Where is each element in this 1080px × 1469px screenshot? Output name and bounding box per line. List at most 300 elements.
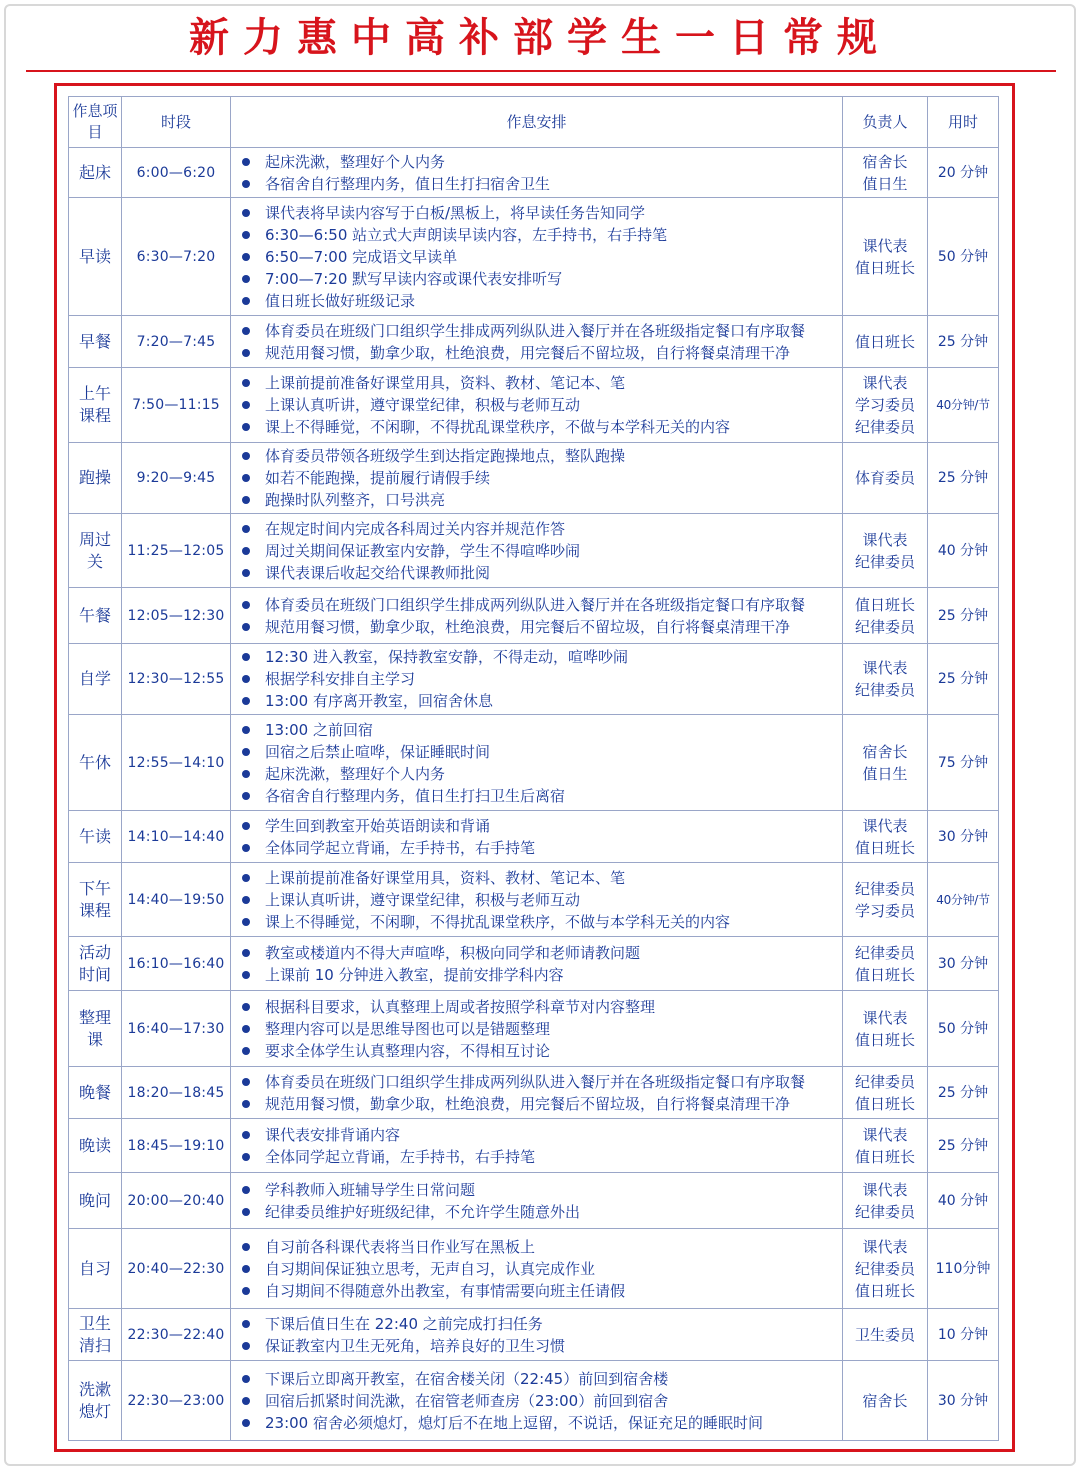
row-owner xyxy=(843,148,928,198)
plan-list xyxy=(239,372,840,438)
plan-list-item xyxy=(239,741,840,763)
owner-name: 纪律委员 xyxy=(854,418,915,436)
table-row xyxy=(69,443,999,514)
row-duration: 40分钟/节 xyxy=(928,863,999,937)
row-time-range: 20:40—22:30 xyxy=(122,1229,231,1309)
plan-text: 回宿后抓紧时间洗漱，在宿管老师查房（23:00）前回到宿舍 xyxy=(265,1391,669,1410)
row-duration: 25 分钟 xyxy=(928,443,999,514)
bullet-icon xyxy=(242,1186,250,1194)
plan-text: 自习前各科课代表将当日作业写在黑板上 xyxy=(265,1237,536,1256)
bullet-icon xyxy=(242,675,250,683)
bullet-icon xyxy=(242,1265,250,1273)
plan-text: 根据学科安排自主学习 xyxy=(265,670,416,688)
plan-list-item xyxy=(239,372,840,394)
plan-text: 自习期间不得随意外出教室，有事情需要向班主任请假 xyxy=(265,1281,626,1300)
bullet-icon xyxy=(242,1243,250,1251)
row-item-name: 上午课程 xyxy=(69,368,122,443)
bullet-icon xyxy=(242,496,250,504)
row-plan xyxy=(231,316,843,368)
plan-list-item xyxy=(239,719,840,741)
plan-text: 各宿舍自行整理内务，值日生打扫卫生后离宿 xyxy=(265,786,566,805)
bullet-icon xyxy=(242,697,250,705)
bullet-icon xyxy=(242,401,250,409)
row-item-name: 午休 xyxy=(69,715,122,811)
owner-name: 课代表 xyxy=(862,1180,908,1199)
bullet-icon xyxy=(242,423,250,431)
row-item-name: 洗漱熄灯 xyxy=(69,1361,122,1441)
owner-name: 纪律委员 xyxy=(854,1072,915,1091)
bullet-icon xyxy=(242,874,250,882)
table-row xyxy=(69,588,999,644)
row-owner xyxy=(843,715,928,811)
plan-list xyxy=(239,445,840,511)
owner-name: 课代表 xyxy=(862,816,908,835)
plan-text: 上课前提前准备好课堂用具，资料、教材、笔记本、笔 xyxy=(265,868,626,887)
plan-list-item xyxy=(239,911,840,933)
row-duration: 50 分钟 xyxy=(928,198,999,316)
row-owner xyxy=(843,316,928,368)
bullet-icon xyxy=(242,1131,250,1139)
row-owner xyxy=(843,443,928,514)
plan-list-item xyxy=(239,942,840,964)
page-title: 新力惠中高补部学生一日常规 xyxy=(189,15,891,61)
row-duration: 20 分钟 xyxy=(928,148,999,198)
owner-name: 值日班长 xyxy=(854,838,915,857)
owner-name: 宿舍长 xyxy=(862,742,908,761)
plan-list xyxy=(239,1313,840,1357)
bullet-icon xyxy=(242,1153,250,1161)
row-owner xyxy=(843,368,928,443)
row-duration: 30 分钟 xyxy=(928,937,999,991)
plan-text: 7:00—7:20 默写早读内容或课代表安排听写 xyxy=(265,269,563,288)
row-time-range: 18:20—18:45 xyxy=(122,1067,231,1119)
plan-text: 规范用餐习惯，勤拿少取，杜绝浪费，用完餐后不留垃圾，自行将餐桌清理干净 xyxy=(265,617,791,636)
plan-list xyxy=(239,646,840,712)
row-time-range: 9:20—9:45 xyxy=(122,443,231,514)
plan-list-item xyxy=(239,394,840,416)
row-plan xyxy=(231,937,843,991)
row-time-range: 14:10—14:40 xyxy=(122,811,231,863)
plan-text: 值日班长做好班级记录 xyxy=(265,291,416,310)
owner-name: 课代表 xyxy=(862,236,908,255)
plan-list xyxy=(239,1124,840,1168)
plan-list-item xyxy=(239,445,840,467)
row-duration: 40 分钟 xyxy=(928,514,999,588)
bullet-icon xyxy=(242,349,250,357)
owner-name: 值日生 xyxy=(862,174,908,193)
row-duration: 25 分钟 xyxy=(928,1119,999,1173)
plan-text: 课代表将早读内容写于白板/黑板上，将早读任务告知同学 xyxy=(265,203,646,222)
row-time-range: 22:30—22:40 xyxy=(122,1309,231,1361)
owner-name: 值日班长 xyxy=(854,1030,915,1049)
row-plan xyxy=(231,1361,843,1441)
bullet-icon xyxy=(242,1025,250,1033)
plan-text: 规范用餐习惯，勤拿少取，杜绝浪费，用完餐后不留垃圾，自行将餐桌清理干净 xyxy=(265,343,791,362)
owner-name: 宿舍长 xyxy=(862,1391,908,1410)
schedule-table xyxy=(68,96,999,1441)
plan-list-item xyxy=(239,290,840,312)
plan-list-item xyxy=(239,594,840,616)
row-owner xyxy=(843,644,928,715)
plan-list-item xyxy=(239,342,840,364)
row-item-name: 晚问 xyxy=(69,1173,122,1229)
row-duration: 10 分钟 xyxy=(928,1309,999,1361)
plan-text: 学科教师入班辅导学生日常问题 xyxy=(265,1180,476,1199)
row-item-name: 活动时间 xyxy=(69,937,122,991)
table-row xyxy=(69,514,999,588)
bullet-icon xyxy=(242,1375,250,1383)
owner-name: 值日班长 xyxy=(854,965,915,984)
plan-list-item xyxy=(239,489,840,511)
row-item-name: 自习 xyxy=(69,1229,122,1309)
plan-list-item xyxy=(239,1093,840,1115)
bullet-icon xyxy=(242,1208,250,1216)
owner-name: 体育委员 xyxy=(854,469,915,487)
bullet-icon xyxy=(242,1320,250,1328)
row-owner xyxy=(843,1229,928,1309)
plan-list xyxy=(239,202,840,312)
row-item-name: 早读 xyxy=(69,198,122,316)
plan-text: 起床洗漱，整理好个人内务 xyxy=(265,152,446,171)
owner-name: 纪律委员 xyxy=(854,1202,915,1221)
row-time-range: 22:30—23:00 xyxy=(122,1361,231,1441)
row-duration: 40 分钟 xyxy=(928,1173,999,1229)
table-row xyxy=(69,863,999,937)
bullet-icon xyxy=(242,547,250,555)
plan-text: 下课后立即离开教室，在宿舍楼关闭（22:45）前回到宿舍楼 xyxy=(265,1369,669,1388)
bullet-icon xyxy=(242,918,250,926)
row-plan xyxy=(231,148,843,198)
plan-list xyxy=(239,719,840,807)
bullet-icon xyxy=(242,601,250,609)
row-time-range: 18:45—19:10 xyxy=(122,1119,231,1173)
plan-list-item xyxy=(239,1201,840,1223)
row-duration: 25 分钟 xyxy=(928,316,999,368)
plan-text: 要求全体学生认真整理内容，不得相互讨论 xyxy=(265,1041,551,1060)
bullet-icon xyxy=(242,623,250,631)
owner-name: 纪律委员 xyxy=(854,943,915,962)
owner-name: 值日生 xyxy=(862,764,908,783)
plan-text: 课上不得睡觉，不闲聊，不得扰乱课堂秩序，不做与本学科无关的内容 xyxy=(265,912,731,931)
table-row xyxy=(69,1229,999,1309)
row-owner xyxy=(843,811,928,863)
bullet-icon xyxy=(242,327,250,335)
plan-list xyxy=(239,518,840,584)
owner-name: 课代表 xyxy=(862,374,908,392)
table-row xyxy=(69,1119,999,1173)
plan-list-item xyxy=(239,1179,840,1201)
bullet-icon xyxy=(242,275,250,283)
row-plan xyxy=(231,198,843,316)
plan-text: 根据科目要求，认真整理上周或者按照学科章节对内容整理 xyxy=(265,997,656,1016)
plan-list-item xyxy=(239,646,840,668)
row-owner xyxy=(843,1309,928,1361)
plan-list-item xyxy=(239,1071,840,1093)
plan-list xyxy=(239,996,840,1062)
plan-text: 12:30 进入教室，保持教室安静，不得走动，喧哗吵闹 xyxy=(265,648,628,666)
plan-text: 下课后值日生在 22:40 之前完成打扫任务 xyxy=(265,1314,543,1333)
plan-list-item xyxy=(239,1124,840,1146)
plan-list xyxy=(239,867,840,933)
row-owner xyxy=(843,1173,928,1229)
bullet-icon xyxy=(242,158,250,166)
plan-list-item xyxy=(239,690,840,712)
bullet-icon xyxy=(242,253,250,261)
table-row xyxy=(69,148,999,198)
plan-list-item xyxy=(239,268,840,290)
row-plan xyxy=(231,1119,843,1173)
plan-text: 回宿之后禁止喧哗，保证睡眠时间 xyxy=(265,742,491,761)
plan-list xyxy=(239,942,840,986)
owner-name: 值日班长 xyxy=(854,1147,915,1166)
plan-text: 跑操时队列整齐，口号洪亮 xyxy=(265,491,446,509)
plan-text: 周过关期间保证教室内安静，学生不得喧哗吵闹 xyxy=(265,541,581,560)
plan-list-item xyxy=(239,562,840,584)
owner-name: 学习委员 xyxy=(854,901,915,920)
row-plan xyxy=(231,991,843,1067)
plan-text: 上课认真听讲，遵守课堂纪律，积极与老师互动 xyxy=(265,890,581,909)
plan-text: 全体同学起立背诵，左手持书，右手持笔 xyxy=(265,838,536,857)
row-time-range: 12:55—14:10 xyxy=(122,715,231,811)
row-item-name: 周过关 xyxy=(69,514,122,588)
plan-list-item xyxy=(239,1018,840,1040)
plan-text: 6:30—6:50 站立式大声朗读早读内容，左手持书，右手持笔 xyxy=(265,225,668,244)
plan-list-item xyxy=(239,1412,840,1434)
row-duration: 25 分钟 xyxy=(928,644,999,715)
row-time-range: 16:10—16:40 xyxy=(122,937,231,991)
bullet-icon xyxy=(242,180,250,188)
row-owner xyxy=(843,991,928,1067)
plan-text: 自习期间保证独立思考，无声自习，认真完成作业 xyxy=(265,1259,596,1278)
plan-text: 6:50—7:00 完成语文早读单 xyxy=(265,247,458,266)
plan-list-item xyxy=(239,763,840,785)
plan-text: 如若不能跑操，提前履行请假手续 xyxy=(265,469,491,487)
plan-list-item xyxy=(239,964,840,986)
table-row xyxy=(69,316,999,368)
plan-text: 各宿舍自行整理内务，值日生打扫宿舍卫生 xyxy=(265,174,551,193)
table-row xyxy=(69,715,999,811)
bullet-icon xyxy=(242,1397,250,1405)
plan-text: 上课前提前准备好课堂用具，资料、教材、笔记本、笔 xyxy=(265,374,626,392)
plan-list-item xyxy=(239,202,840,224)
bullet-icon xyxy=(242,822,250,830)
schedule-body xyxy=(69,148,999,1441)
plan-list-item xyxy=(239,1040,840,1062)
owner-name: 卫生委员 xyxy=(854,1325,915,1344)
owner-name: 课代表 xyxy=(862,1237,908,1256)
plan-list xyxy=(239,1236,840,1302)
row-duration: 110分钟 xyxy=(928,1229,999,1309)
plan-list-item xyxy=(239,837,840,859)
row-plan xyxy=(231,715,843,811)
plan-text: 纪律委员维护好班级纪律，不允许学生随意外出 xyxy=(265,1202,581,1221)
plan-list-item xyxy=(239,173,840,195)
row-plan xyxy=(231,644,843,715)
row-item-name: 晚读 xyxy=(69,1119,122,1173)
row-plan xyxy=(231,1309,843,1361)
row-time-range: 12:30—12:55 xyxy=(122,644,231,715)
row-time-range: 12:05—12:30 xyxy=(122,588,231,644)
plan-list-item xyxy=(239,1146,840,1168)
plan-list-item xyxy=(239,785,840,807)
bullet-icon xyxy=(242,1078,250,1086)
row-plan xyxy=(231,368,843,443)
owner-name: 值日班长 xyxy=(854,258,915,277)
row-plan xyxy=(231,1067,843,1119)
owner-name: 纪律委员 xyxy=(854,681,915,699)
plan-list-item xyxy=(239,1258,840,1280)
owner-name: 纪律委员 xyxy=(854,1259,915,1278)
row-duration: 30 分钟 xyxy=(928,1361,999,1441)
bullet-icon xyxy=(242,452,250,460)
plan-text: 教室或楼道内不得大声喧哗，积极向同学和老师请教问题 xyxy=(265,943,641,962)
row-owner xyxy=(843,937,928,991)
plan-text: 体育委员带领各班级学生到达指定跑操地点，整队跑操 xyxy=(265,447,626,465)
plan-text: 23:00 宿舍必须熄灯，熄灯后不在地上逗留，不说话，保证充足的睡眠时间 xyxy=(265,1413,763,1432)
owner-name: 课代表 xyxy=(862,530,908,549)
plan-text: 课上不得睡觉，不闲聊，不得扰乱课堂秩序，不做与本学科无关的内容 xyxy=(265,418,731,436)
plan-text: 上课前 10 分钟进入教室，提前安排学科内容 xyxy=(265,965,564,984)
row-owner xyxy=(843,588,928,644)
row-item-name: 起床 xyxy=(69,148,122,198)
plan-text: 课代表安排背诵内容 xyxy=(265,1125,401,1144)
plan-list-item xyxy=(239,1390,840,1412)
bullet-icon xyxy=(242,844,250,852)
row-plan xyxy=(231,863,843,937)
bullet-icon xyxy=(242,1342,250,1350)
table-row xyxy=(69,1309,999,1361)
plan-list-item xyxy=(239,224,840,246)
bullet-icon xyxy=(242,231,250,239)
row-owner xyxy=(843,514,928,588)
row-plan xyxy=(231,588,843,644)
row-time-range: 7:50—11:15 xyxy=(122,368,231,443)
title-divider xyxy=(26,70,1056,72)
plan-text: 体育委员在班级门口组织学生排成两列纵队进入餐厅并在各班级指定餐口有序取餐 xyxy=(265,1072,806,1091)
table-row xyxy=(69,644,999,715)
owner-name: 纪律委员 xyxy=(854,552,915,571)
owner-name: 纪律委员 xyxy=(854,879,915,898)
header-plan: 作息安排 xyxy=(231,97,843,148)
plan-list-item xyxy=(239,1313,840,1335)
row-duration: 25 分钟 xyxy=(928,588,999,644)
table-row xyxy=(69,198,999,316)
owner-name: 宿舍长 xyxy=(862,152,908,171)
owner-name: 值日班长 xyxy=(854,1281,915,1300)
row-duration: 75 分钟 xyxy=(928,715,999,811)
row-duration: 30 分钟 xyxy=(928,811,999,863)
plan-text: 起床洗漱，整理好个人内务 xyxy=(265,764,446,783)
plan-text: 在规定时间内完成各科周过关内容并规范作答 xyxy=(265,519,566,538)
owner-name: 课代表 xyxy=(862,659,908,677)
owner-name: 值日班长 xyxy=(854,595,915,614)
row-time-range: 14:40—19:50 xyxy=(122,863,231,937)
plan-list-item xyxy=(239,996,840,1018)
plan-list xyxy=(239,320,840,364)
row-time-range: 16:40—17:30 xyxy=(122,991,231,1067)
bullet-icon xyxy=(242,949,250,957)
row-duration: 25 分钟 xyxy=(928,1067,999,1119)
plan-list-item xyxy=(239,1280,840,1302)
header-duration: 用时 xyxy=(928,97,999,148)
plan-list-item xyxy=(239,1368,840,1390)
table-row xyxy=(69,1067,999,1119)
row-item-name: 早餐 xyxy=(69,316,122,368)
plan-list-item xyxy=(239,151,840,173)
bullet-icon xyxy=(242,474,250,482)
bullet-icon xyxy=(242,569,250,577)
plan-text: 规范用餐习惯，勤拿少取，杜绝浪费，用完餐后不留垃圾，自行将餐桌清理干净 xyxy=(265,1094,791,1113)
row-time-range: 6:30—7:20 xyxy=(122,198,231,316)
plan-list-item xyxy=(239,518,840,540)
plan-list-item xyxy=(239,815,840,837)
table-row xyxy=(69,1361,999,1441)
row-item-name: 午读 xyxy=(69,811,122,863)
plan-text: 13:00 之前回宿 xyxy=(265,720,373,739)
row-item-name: 卫生清扫 xyxy=(69,1309,122,1361)
row-time-range: 7:20—7:45 xyxy=(122,316,231,368)
bullet-icon xyxy=(242,748,250,756)
plan-list-item xyxy=(239,1335,840,1357)
row-item-name: 自学 xyxy=(69,644,122,715)
row-item-name: 晚餐 xyxy=(69,1067,122,1119)
table-row xyxy=(69,811,999,863)
plan-list xyxy=(239,1071,840,1115)
row-plan xyxy=(231,443,843,514)
table-row xyxy=(69,937,999,991)
plan-text: 13:00 有序离开教室，回宿舍休息 xyxy=(265,692,493,710)
bullet-icon xyxy=(242,726,250,734)
row-plan xyxy=(231,1173,843,1229)
bullet-icon xyxy=(242,379,250,387)
plan-list-item xyxy=(239,246,840,268)
bullet-icon xyxy=(242,1419,250,1427)
plan-list-item xyxy=(239,416,840,438)
table-row xyxy=(69,1173,999,1229)
bullet-icon xyxy=(242,297,250,305)
owner-name: 纪律委员 xyxy=(854,617,915,636)
row-duration: 50 分钟 xyxy=(928,991,999,1067)
table-row xyxy=(69,991,999,1067)
row-plan xyxy=(231,514,843,588)
plan-list xyxy=(239,151,840,195)
plan-text: 体育委员在班级门口组织学生排成两列纵队进入餐厅并在各班级指定餐口有序取餐 xyxy=(265,321,806,340)
row-owner xyxy=(843,1067,928,1119)
bullet-icon xyxy=(242,770,250,778)
table-row xyxy=(69,368,999,443)
header-row xyxy=(69,97,999,148)
plan-list xyxy=(239,815,840,859)
bullet-icon xyxy=(242,971,250,979)
owner-name: 课代表 xyxy=(862,1125,908,1144)
owner-name: 课代表 xyxy=(862,1008,908,1027)
bullet-icon xyxy=(242,525,250,533)
header-item: 作息项目 xyxy=(69,97,122,148)
bullet-icon xyxy=(242,1100,250,1108)
row-owner xyxy=(843,198,928,316)
row-plan xyxy=(231,811,843,863)
owner-name: 值日班长 xyxy=(854,1094,915,1113)
plan-list-item xyxy=(239,467,840,489)
bullet-icon xyxy=(242,1047,250,1055)
plan-list xyxy=(239,1368,840,1434)
plan-text: 全体同学起立背诵，左手持书，右手持笔 xyxy=(265,1147,536,1166)
plan-list-item xyxy=(239,320,840,342)
plan-text: 学生回到教室开始英语朗读和背诵 xyxy=(265,816,491,835)
plan-text: 整理内容可以是思维导图也可以是错题整理 xyxy=(265,1019,551,1038)
plan-list-item xyxy=(239,540,840,562)
plan-list-item xyxy=(239,668,840,690)
